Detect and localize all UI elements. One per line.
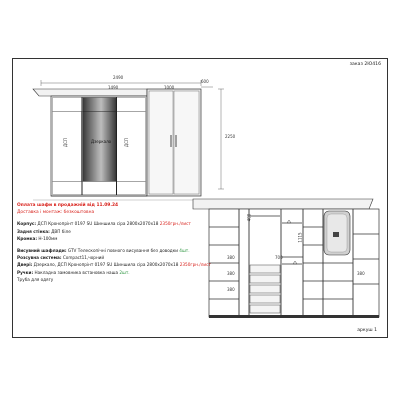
interior-view-drawing	[13, 59, 389, 339]
dim-interior-d: 380	[227, 287, 235, 292]
order-number: заказ 2Ю416	[349, 62, 381, 67]
spec-back-wall: Задня стінка: ДВП біле	[17, 228, 71, 234]
sheet-number: аркуш 1	[357, 328, 377, 333]
spec-drawers: Висувний шафлади: GTV Телескопічні повного висування без доводки 4шт.	[17, 248, 190, 254]
dim-interior-f: 700	[275, 255, 283, 260]
spec-body: Корпус: ДСП Кронопрінт 0197 SU Шиншила сіра 2800х2070х18 2350грн./лист	[17, 221, 191, 227]
dim-interior-b: 380	[227, 255, 235, 260]
dim-height: 2250	[225, 134, 236, 139]
dim-width-right: 1000	[164, 85, 175, 90]
spec-handles: Ручки: Накладна замовника встановка наша 2шт.	[17, 269, 130, 275]
spec-estimate-title: Оплата шафи в продажній від 11.09.24	[17, 203, 119, 208]
dim-interior-g: 380	[357, 271, 365, 276]
dim-width-left: 1490	[108, 85, 119, 90]
dim-interior-e: 1115	[297, 232, 303, 243]
drawing-sheet	[12, 58, 388, 338]
dim-interior-c: 380	[227, 271, 235, 276]
label-left-panel: ДСП	[62, 138, 68, 147]
spec-system: Розсувна система: Compact11,чорний	[17, 255, 105, 261]
spec-edge: Кромка: Н-100мм	[17, 235, 58, 241]
dim-interior-a: 400	[246, 213, 252, 222]
specification-block	[17, 202, 211, 283]
spec-doors: Двері: Дзеркало, ДСП Кронопрінт 0197 SU Шиншила сіра 2800х2070х18 2350грн./лист	[17, 262, 211, 268]
spec-delivery: Доставка і монтаж: безкоштовна	[17, 210, 95, 216]
dim-width-total: 2490	[113, 75, 124, 80]
label-right-panel: ДСП	[123, 138, 129, 147]
label-mirror-door: Дзеркало	[91, 139, 112, 144]
dim-depth: 600	[201, 79, 209, 84]
spec-rail: Труба для одягу	[17, 276, 54, 282]
